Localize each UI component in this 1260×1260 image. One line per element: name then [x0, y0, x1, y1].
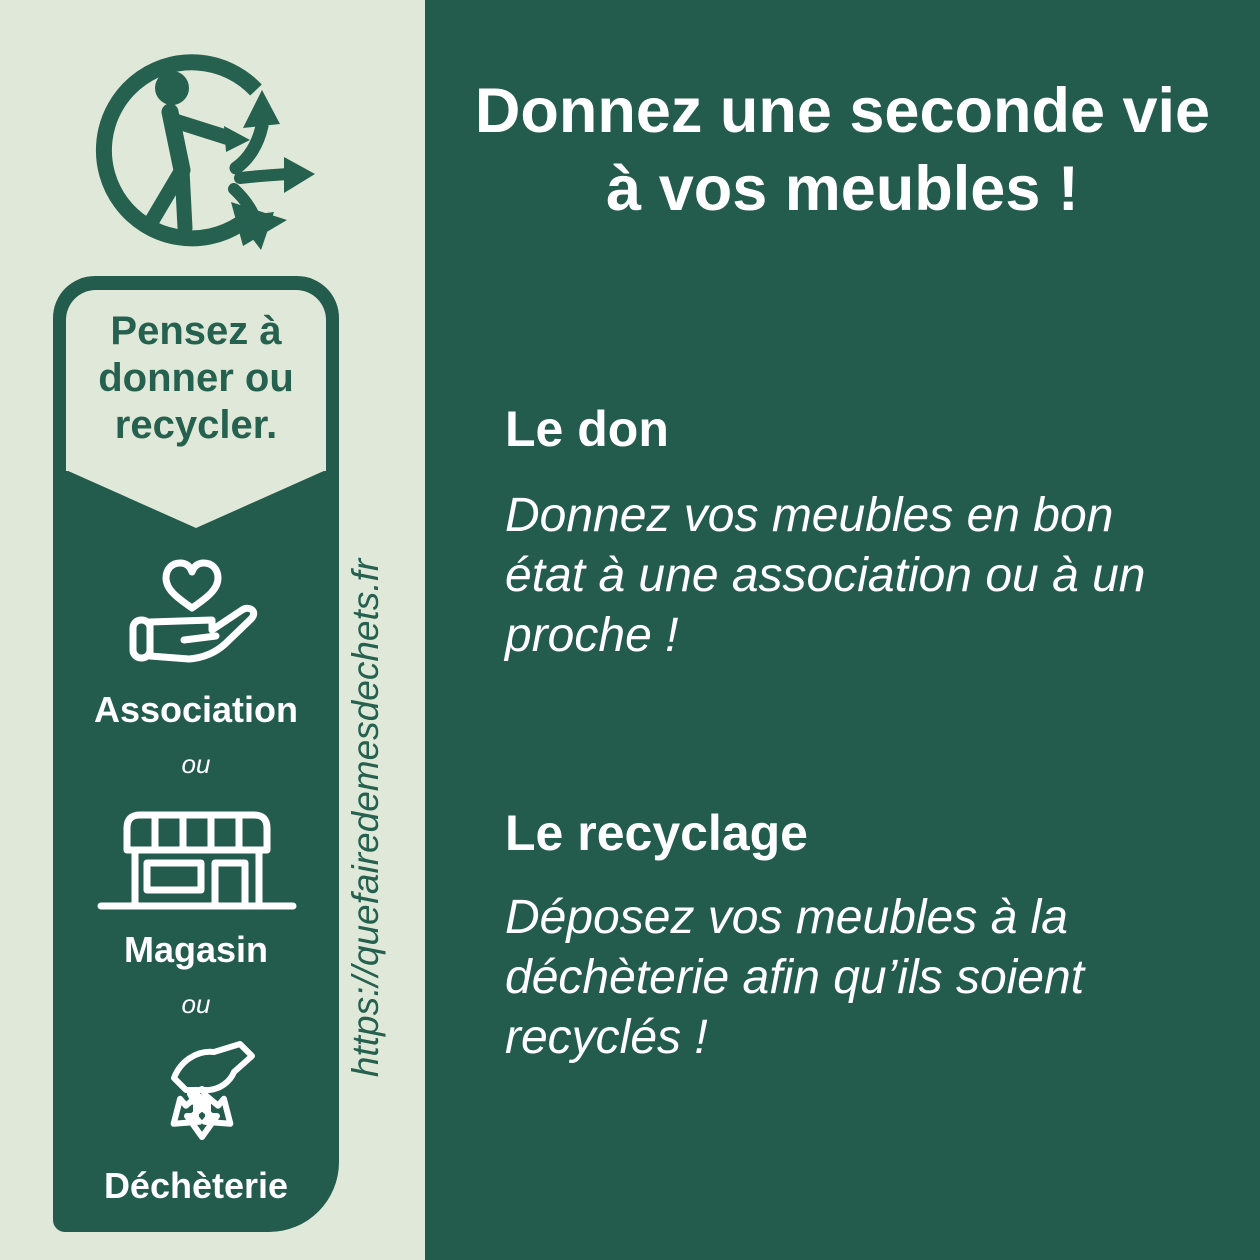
don-body-line-3: proche ! — [505, 609, 679, 662]
hand-thumb-line — [184, 636, 216, 640]
heart-in-hand-icon — [128, 556, 264, 676]
option-label-association: Association — [93, 689, 299, 730]
banner-text — [66, 308, 326, 449]
recyclage-body-line-3: recyclés ! — [505, 1011, 708, 1064]
store-walls — [135, 850, 259, 906]
triman-person-head — [155, 71, 189, 105]
store-awning — [127, 815, 267, 850]
triman-recycling-logo — [90, 46, 316, 262]
banner-line-3: recycler. — [114, 403, 278, 447]
section-body-recyclage — [505, 888, 1084, 1068]
hand-palm — [150, 608, 254, 659]
triman-arrow-up-shaft — [236, 126, 262, 168]
option-label-decheterie: Déchèterie — [103, 1165, 289, 1206]
website-url: https://quefairedemesdechets.fr — [345, 558, 386, 1078]
triman-person-leg-right — [182, 170, 185, 228]
don-body-line-2: état à une association ou à un — [505, 549, 1146, 602]
title-line-2: à vos meubles ! — [606, 154, 1079, 224]
recyclage-body-line-2: déchèterie afin qu’ils soient — [505, 951, 1085, 1004]
store-door — [215, 863, 245, 906]
dropping-hand — [174, 1044, 252, 1090]
storefront-icon — [97, 804, 297, 916]
banner-line-2: donner ou — [98, 356, 294, 400]
triman-arrow-right-shaft — [240, 174, 288, 178]
section-heading-recyclage: Le recyclage — [505, 805, 808, 861]
store-window — [147, 863, 201, 890]
don-body-line-1: Donnez vos meubles en bon — [505, 489, 1114, 542]
triman-logo-graphic — [90, 46, 316, 262]
option-label-magasin: Magasin — [123, 929, 269, 970]
title-line-1: Donnez une seconde vie — [474, 76, 1211, 146]
store-awning-stripes — [155, 815, 239, 850]
or-separator-2: ou — [181, 989, 211, 1019]
or-separator-1: ou — [181, 749, 211, 779]
banner-line-1: Pensez à — [110, 309, 282, 353]
heart-shape — [166, 563, 218, 608]
section-heading-don: Le don — [505, 401, 669, 457]
hand-drop-sorting-icon — [132, 1040, 272, 1160]
section-body-don — [505, 486, 1145, 666]
page-title — [425, 72, 1260, 228]
recyclage-body-line-1: Déposez vos meubles à la — [505, 891, 1068, 944]
